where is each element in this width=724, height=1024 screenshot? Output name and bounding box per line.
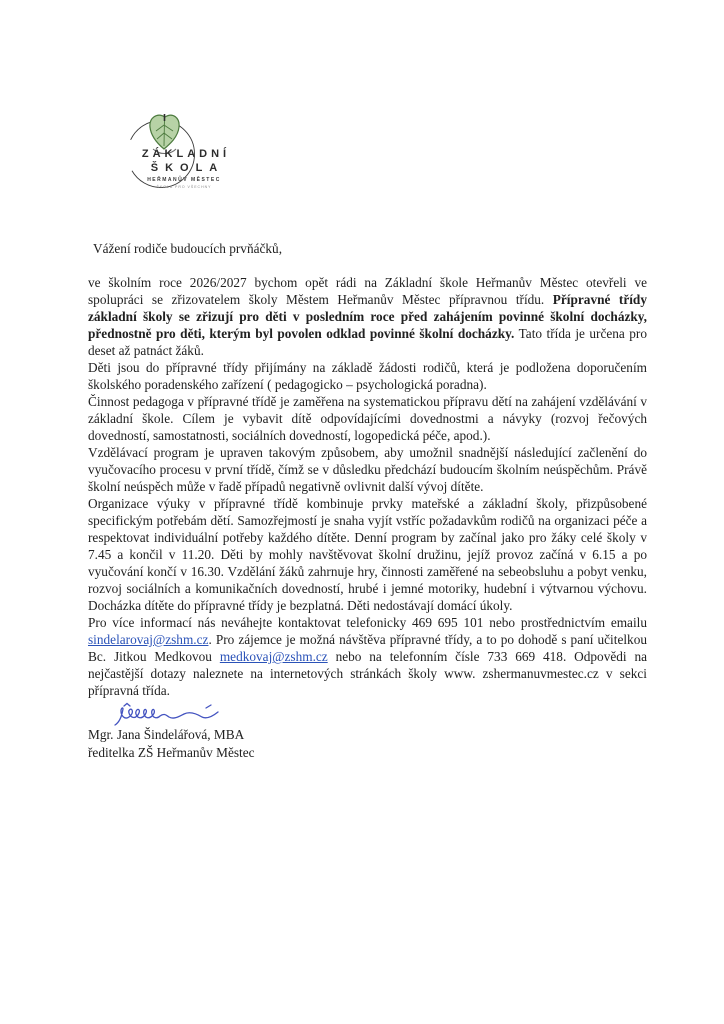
paragraph <box>88 393 647 444</box>
logo-school-name-line1: ZÁKLADNÍ <box>141 148 231 160</box>
signature-block <box>88 702 647 761</box>
logo-tagline: ŠKOLA PRO VŠECHNY <box>156 185 212 189</box>
text-run: ve školním roce 2026/2027 bychom opět rádi na Základní škole Heřmanův Městec otevřeli ve spolupráci se zřizovatelem školy Městem Heřmanův Městec přípravnou třídu. <box>88 275 647 307</box>
paragraph <box>88 274 647 359</box>
bold-text: Přípravné třídy základní školy se zřizují pro děti v posledním roce před zahájením povinné školní docházky, přednostně pro děti, kterým byl povolen odklad povinné školní docházky. <box>88 292 647 341</box>
text-run: Činnost pedagoga v přípravné třídě je zaměřena na systematickou přípravu dětí na zahájení vzdělávání v základní škole. Cílem je vybavit dítě odpovídajícími dovednostmi a návyky (rozvoj řečových dovedností, samostatnosti, sociálních dovedností, logopedická péče, apod.). <box>88 394 647 443</box>
signatory-title: ředitelka ZŠ Heřmanův Městec <box>88 744 255 760</box>
email-link[interactable]: medkovaj@zshm.cz <box>219 649 328 664</box>
logo-school-name-line2: ŠKOLA <box>150 162 225 174</box>
letter-content <box>88 240 647 761</box>
handwritten-signature <box>112 702 227 728</box>
logo-town-name: HEŘMANŮV MĚSTEC <box>147 177 221 183</box>
text-run: Vzdělávací program je upraven takovým způsobem, aby umožnil snadnější následující začlenění do vyučovacího procesu v první třídě, čímž se v důsledku předchází budoucím školním neúspěchům. Právě školní neúspěch může v řadě případů negativně ovlivnit další vývoj dítěte. <box>88 445 647 494</box>
text-run: . Pro zájemce je možná návštěva přípravné třídy, a to po dohodě s paní učitelkou Bc. Jitkou Medkovou <box>88 632 647 664</box>
salutation: Vážení rodiče budoucích prvňáčků, <box>93 241 283 256</box>
signatory-name: Mgr. Jana Šindelářová, MBA <box>88 727 245 742</box>
paragraph <box>88 444 647 495</box>
paragraph <box>88 359 647 393</box>
text-run: Pro více informací nás neváhejte kontaktovat telefonicky 469 695 101 nebo prostřednictvím emailu <box>88 615 647 630</box>
paragraph <box>88 495 647 614</box>
text-run: Tato třída je určena pro deset až patnáct žáků. <box>88 326 648 358</box>
paragraph <box>88 614 647 699</box>
letter-body <box>88 274 647 699</box>
school-logo <box>124 110 244 206</box>
text-run: Děti jsou do přípravné třídy přijímány na základě žádosti rodičů, která je podložena doporučením školského poradenského zařízení ( pedagogicko – psychologická poradna). <box>88 360 647 392</box>
email-link[interactable]: sindelarovaj@zshm.cz <box>88 632 209 647</box>
text-run: Organizace výuky v přípravné třídě kombinuje prvky mateřské a základní školy, přizpůsobené specifickým potřebám dětí. Samozřejmostí je snaha vyjít vstříc požadavkům rodičů na organizaci péče a respektovat individuální potřeby každého dítěte. Denní program by začínal jako pro žáky celé školy v 7.45 a končil v 11.20. Děti by mohly navštěvovat školní družinu, jejíž provoz začíná v 6.15 a po vyučování končí v 16.30. Vzdělání žáků zahrnuje hry, činnosti zaměřené na sebeobsluhu a pobyt venku, rozvoj sociálních a komunikačních dovedností, hrubé i jemné motoriky, hudební i výtvarnou výchovu. Docházka dítěte do přípravné třídy je bezplatná. Děti nedostávají domácí úkoly. <box>88 496 647 613</box>
text-run: nebo na telefonním čísle 733 669 418. Odpovědi na nejčastější dotazy naleznete na internetových stránkách školy www. zshermanuvmestec.cz v sekci přípravná třída. <box>88 649 648 698</box>
